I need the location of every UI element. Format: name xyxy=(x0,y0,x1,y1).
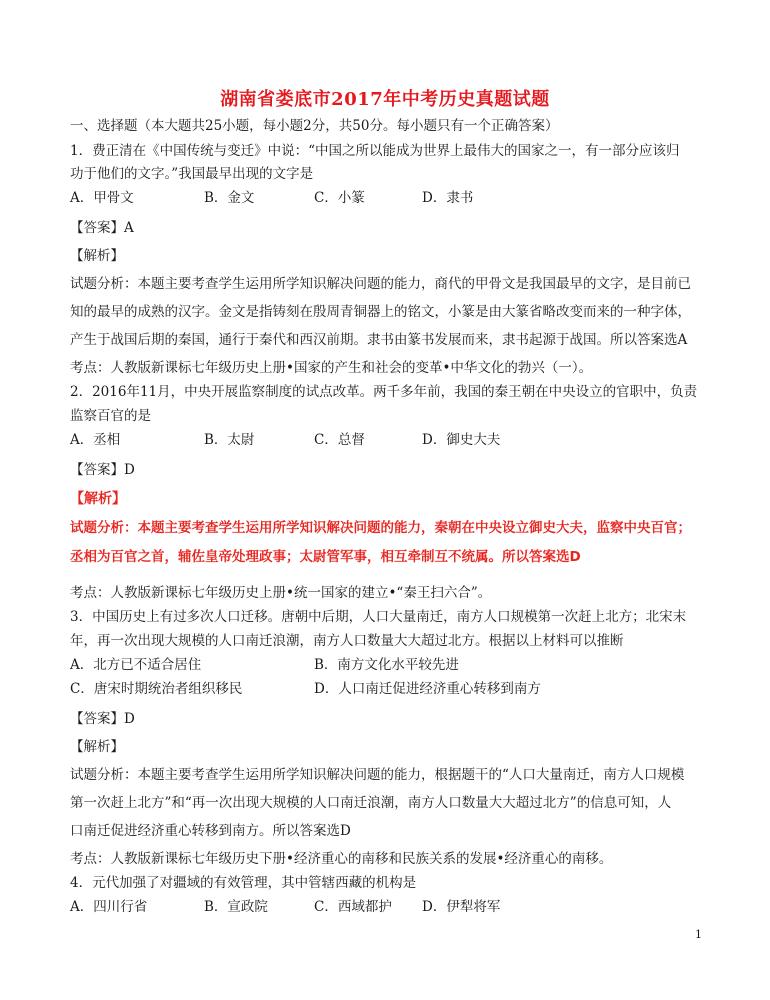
q2-option-d: D．御史大夫 xyxy=(422,432,501,448)
q1-option-a: A．甲骨文 xyxy=(70,190,134,206)
q2-answer: 【答案】D xyxy=(70,462,135,478)
q1-stem-line-2: 功于他们的文字。”我国最早出现的文字是 xyxy=(70,166,314,182)
q3-option-d: D．人口南迁促进经济重心转移到南方 xyxy=(314,681,541,697)
q1-stem-line-1: 1．费正清在《中国传统与变迁》中说：“中国之所以能成为世界上最伟大的国家之一，有一部分应该归 xyxy=(70,143,680,159)
q4-option-d: D．伊犁将军 xyxy=(422,899,501,915)
page-number: 1 xyxy=(695,928,702,941)
q4-option-b: B．宣政院 xyxy=(204,899,268,915)
q1-answer: 【答案】A xyxy=(70,220,134,236)
q2-knowledge-point: 考点：人教版新课标七年级历史上册•统一国家的建立•“秦王扫六合”。 xyxy=(70,585,492,601)
q1-analysis-line-3: 产生于战国后期的秦国，通行于秦代和西汉前期。隶书由篆书发展而来，隶书起源于战国。所以答案选A xyxy=(70,332,688,348)
q3-analysis-line-2: 第一次赶上北方”和“再一次出现大规模的人口南迁浪潮，南方人口数量大大超过北方”的信息可知，人 xyxy=(70,795,672,811)
section-heading: 一、选择题（本大题共25小题，每小题2分，共50分。每小题只有一个正确答案） xyxy=(70,118,559,134)
q1-option-d: D．隶书 xyxy=(422,190,474,206)
q1-knowledge-point: 考点：人教版新课标七年级历史上册•国家的产生和社会的变革•中华文化的勃兴（一）。 xyxy=(70,360,593,376)
q3-stem-line-1: 3．中国历史上有过多次人口迁移。唐朝中后期，人口大量南迁，南方人口规模第一次赶上北方；北宋末 xyxy=(70,609,687,625)
q1-option-b: B．金文 xyxy=(204,190,255,206)
q1-analysis-heading: 【解析】 xyxy=(70,248,124,264)
q4-option-c: C．西域都护 xyxy=(314,899,392,915)
q3-option-a: A．北方已不适合居住 xyxy=(70,657,202,673)
q3-analysis-line-3: 口南迁促进经济重心转移到南方。所以答案选D xyxy=(70,823,351,839)
q2-stem-line-1: 2．2016年11月，中央开展监察制度的试点改革。两千多年前，我国的秦王朝在中央设立的官职中，负责 xyxy=(70,384,698,400)
q3-analysis-line-1: 试题分析：本题主要考查学生运用所学知识解决问题的能力，根据题干的“人口大量南迁，南方人口规模 xyxy=(70,767,685,783)
q1-analysis-line-1: 试题分析：本题主要考查学生运用所学知识解决问题的能力，商代的甲骨文是我国最早的文字，是目前已 xyxy=(70,276,691,292)
q1-option-c: C．小篆 xyxy=(314,190,365,206)
q2-option-c: C．总督 xyxy=(314,432,365,448)
q3-option-b: B．南方文化水平较先进 xyxy=(314,657,459,673)
q2-stem-line-2: 监察百官的是 xyxy=(70,408,151,424)
q2-analysis-line-2: 丞相为百官之首，辅佐皇帝处理政事；太尉管军事，相互牵制互不统属。所以答案选D xyxy=(70,549,581,565)
q3-knowledge-point: 考点：人教版新课标七年级历史下册•经济重心的南移和民族关系的发展•经济重心的南移。 xyxy=(70,851,613,867)
q4-option-a: A．四川行省 xyxy=(70,899,148,915)
page-title: 湖南省娄底市2017年中考历史真题试题 xyxy=(220,89,550,110)
q2-analysis-line-1: 试题分析：本题主要考查学生运用所学知识解决问题的能力，秦朝在中央设立御史大夫，监察中央百官； xyxy=(70,520,691,536)
q3-option-c: C．唐宋时期统治者组织移民 xyxy=(70,681,243,697)
q2-analysis-heading: 【解析】 xyxy=(70,491,126,507)
q2-option-b: B．太尉 xyxy=(204,432,255,448)
q4-stem-line-1: 4．元代加强了对疆域的有效管理，其中管辖西藏的机构是 xyxy=(70,875,417,891)
q3-stem-line-2: 年，再一次出现大规模的人口南迁浪潮，南方人口数量大大超过北方。根据以上材料可以推断 xyxy=(70,633,624,649)
q3-answer: 【答案】D xyxy=(70,711,135,727)
q1-analysis-line-2: 知的最早的成熟的汉字。金文是指铸刻在殷周青铜器上的铭文，小篆是由大篆省略改变而来的一种字体， xyxy=(70,304,691,320)
q2-option-a: A．丞相 xyxy=(70,432,121,448)
q3-analysis-heading: 【解析】 xyxy=(70,739,124,755)
